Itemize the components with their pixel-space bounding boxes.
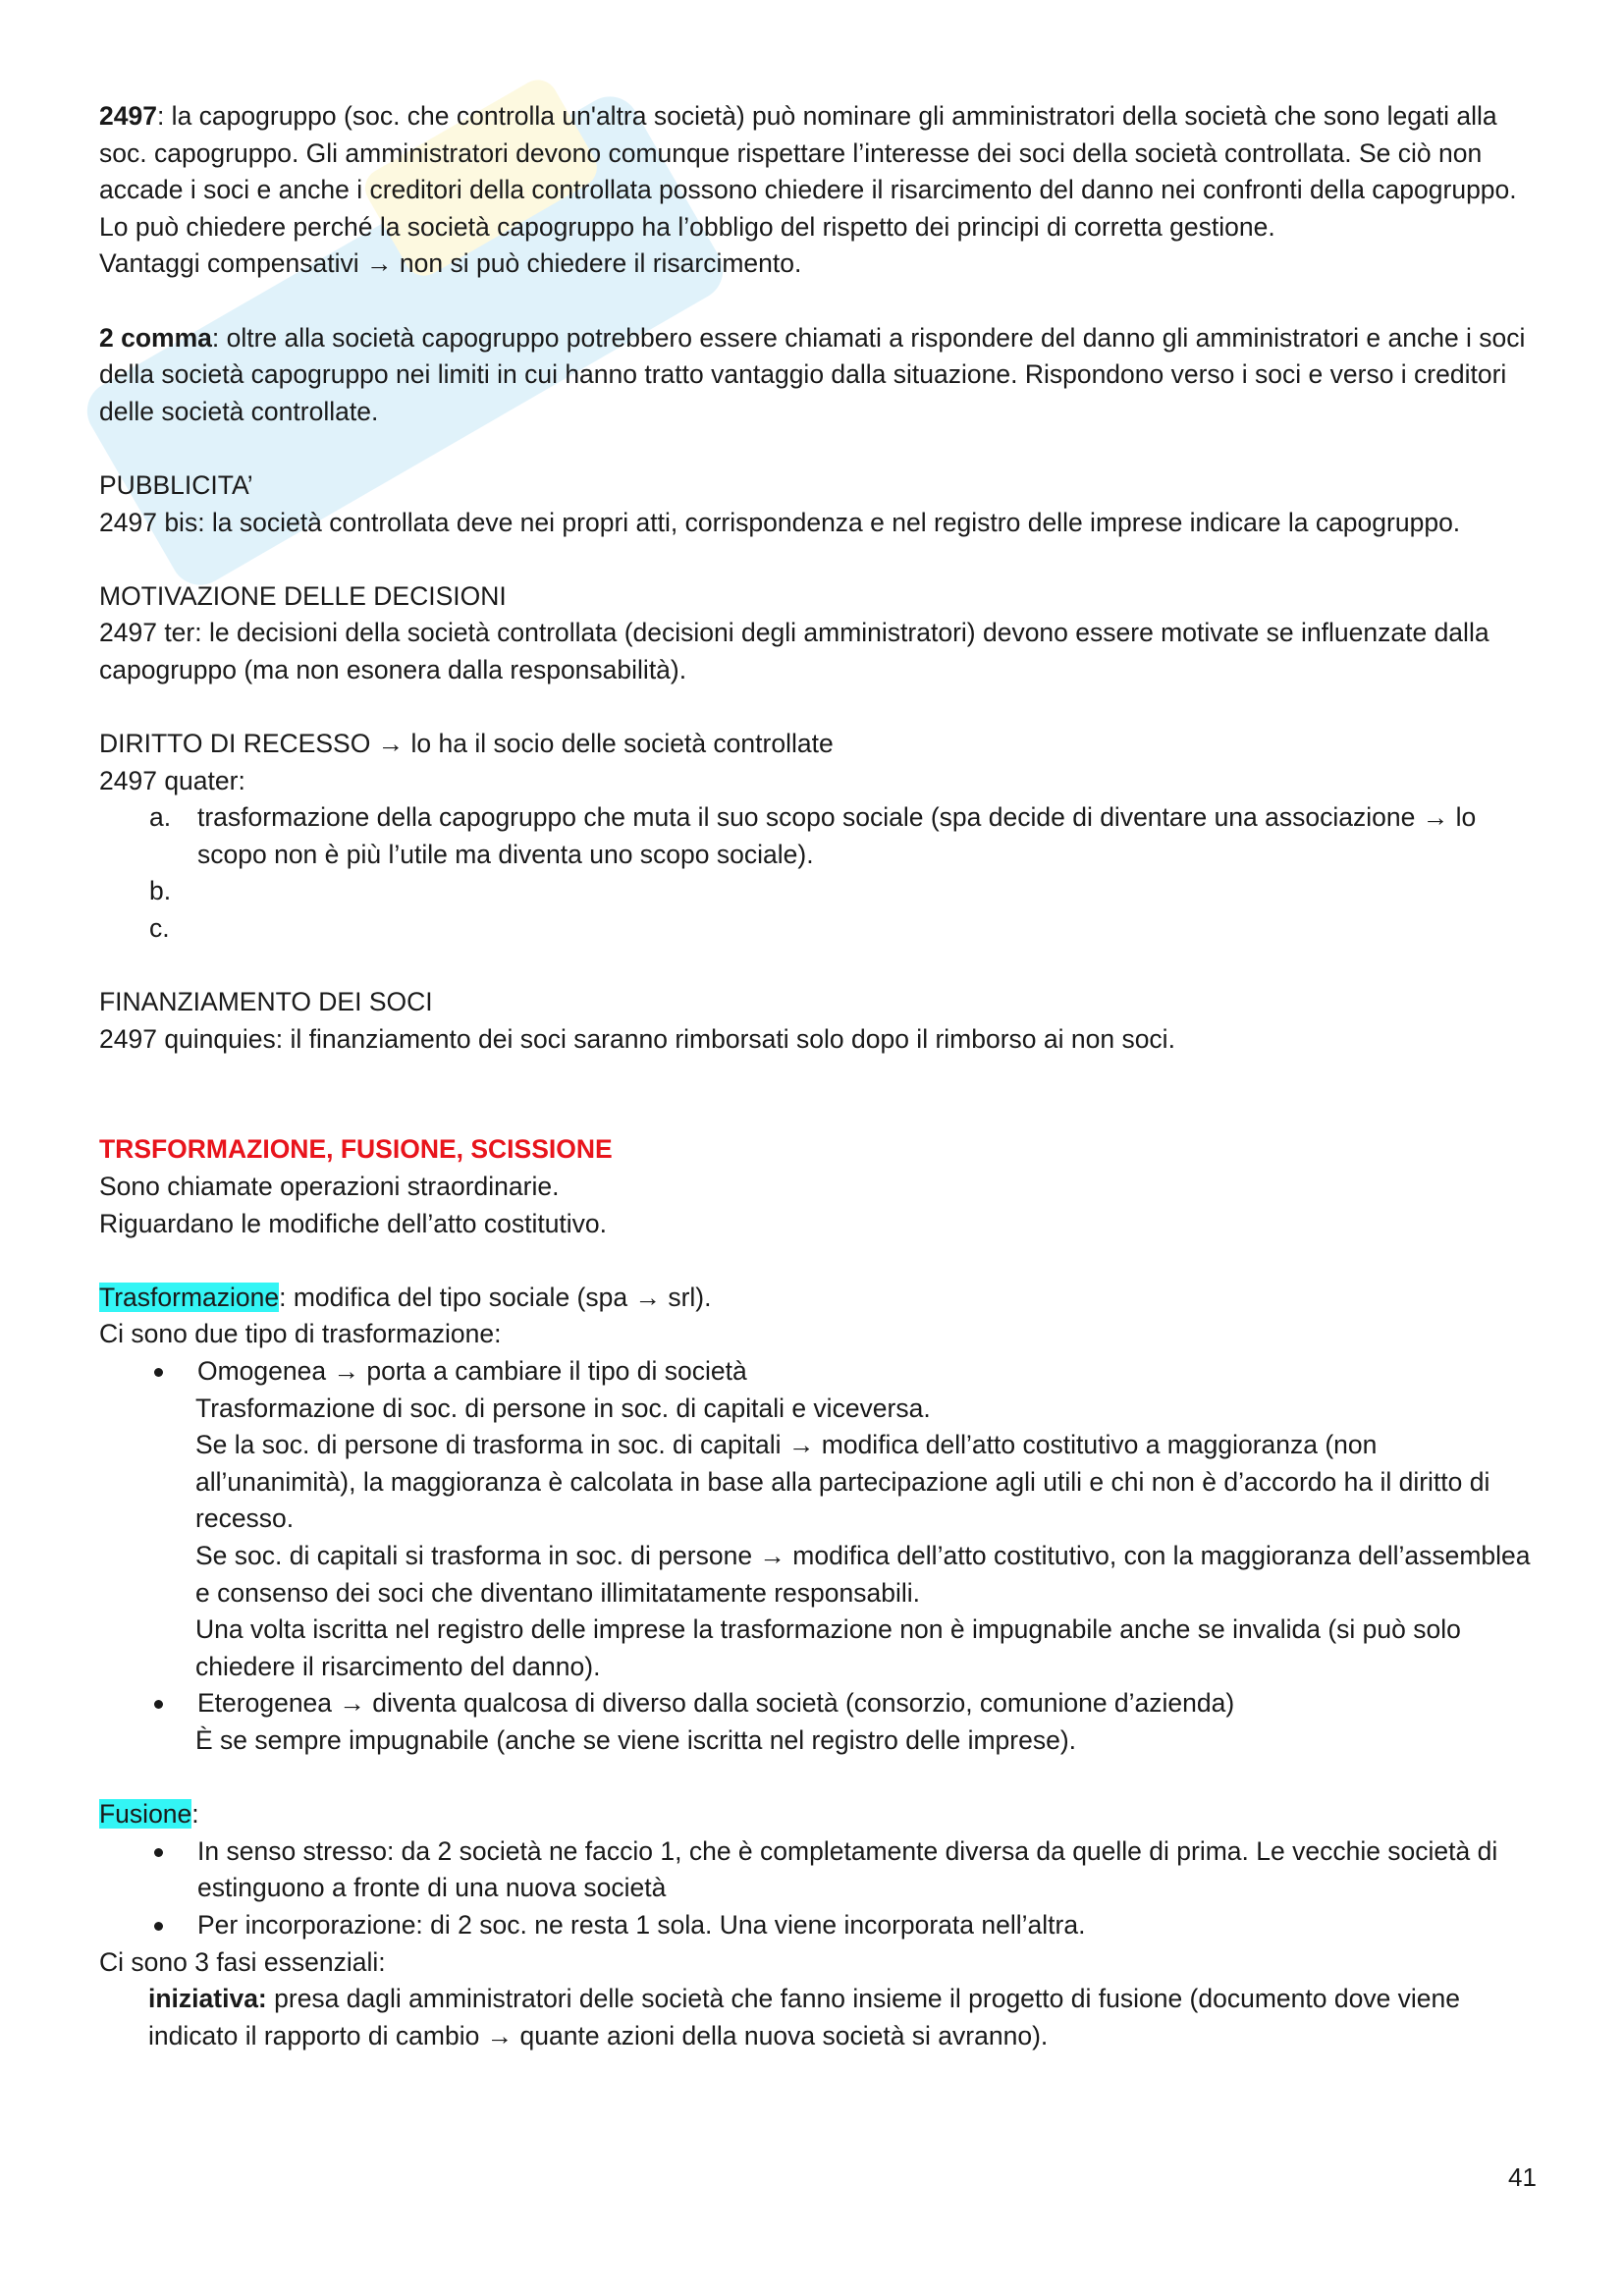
fusione-heading: Fusione: (99, 1799, 199, 1830)
intro-line-2: Riguardano le modifiche dell’atto costitutivo. (99, 1208, 608, 1238)
list-item: Omogenea → porta a cambiare il tipo di società (99, 1353, 1543, 1391)
omogenea-details: Trasformazione di soc. di persone in soc. di capitali e viceversa. Se la soc. di persone di trasforma in soc. di capitali → modifica dell’atto costitutivo a maggioranza (non all’unanimità), la maggioranza è calcolata in base alla partecipazione agli utili e chi non è d’accordo ha il diritto di recesso. Se soc. di capitali si trasforma in soc. di persone → modifica dell’atto costitutivo, con la maggioranza dell’assemblea e consenso dei soci che diventano illimitatamente responsabili. Una volta iscritta nel registro delle imprese la trasformazione non è impugnabile anche se invalida (si può solo chiedere il risarcimento del danno). (195, 1393, 1531, 1681)
page-number: 41 (1508, 2162, 1537, 2192)
trasformazione-list-2 (99, 1685, 1543, 1722)
heading-recesso: DIRITTO DI RECESSO → lo ha il socio delle società controllate (99, 729, 834, 759)
bullet-icon (154, 1700, 163, 1709)
bullet-icon (154, 1368, 163, 1377)
list-item: Per incorporazione: di 2 soc. ne resta 1 sola. Una viene incorporata nell’altra. (99, 1907, 1543, 1944)
list-item: c. (149, 913, 170, 944)
paragraph-2497: 2497: la capogruppo (soc. che controlla un'altra società) può nominare gli amministratori della società che sono legati alla soc. capogruppo. Gli amministratori devono comunque rispettare l’interesse dei soci della società controllata. Se ciò non accade i soci e anche i creditori della controllata possono chiedere il risarcimento del danno nei confronti della capogruppo. Lo può chiedere perché la società capogruppo ha l’obbligo del rispetto dei principi di corretta gestione. (99, 101, 1517, 242)
highlighted-term: Trasformazione (99, 1282, 280, 1312)
heading-motivazione: MOTIVAZIONE DELLE DECISIONI (99, 580, 507, 611)
trasformazione-intro: Ci sono due tipo di trasformazione: (99, 1319, 502, 1349)
list-item: In senso stresso: da 2 società ne faccio 1, che è completamente diversa da quelle di prima. Le vecchie società di estinguono a fronte di una nuova società (99, 1833, 1543, 1907)
eterogenea-details: È se sempre impugnabile (anche se viene iscritta nel registro delle imprese). (195, 1724, 1077, 1755)
fusione-iniziativa: iniziativa: presa dagli amministratori delle società che fanno insieme il progetto di fusione (documento dove viene indicato il rapporto di cambio → quante azioni della nuova società si avranno). (148, 1984, 1461, 2050)
recesso-ref: 2497 quater: (99, 765, 245, 795)
paragraph-finanziamento: 2497 quinquies: il finanziamento dei soci saranno rimborsati solo dopo il rimborso ai non soci. (99, 1023, 1175, 1054)
section-title: TRSFORMAZIONE, FUSIONE, SCISSIONE (99, 1134, 613, 1165)
highlighted-term: Fusione (99, 1799, 192, 1830)
fusione-fasi: Ci sono 3 fasi essenziali: (99, 1946, 386, 1977)
heading-finanziamento: FINANZIAMENTO DEI SOCI (99, 987, 433, 1017)
list-item: a. trasformazione della capogruppo che muta il suo scopo sociale (spa decide di diventare una associazione → lo scopo non è più l’utile ma diventa uno scopo sociale). (149, 802, 1477, 869)
vantaggi-line: Vantaggi compensativi → non si può chiedere il risarcimento. (99, 248, 802, 279)
list-item: b. (149, 876, 172, 906)
article-ref: 2497 (99, 101, 157, 131)
document-page (99, 98, 1543, 2054)
trasformazione-list (99, 1353, 1543, 1391)
paragraph-comma2: 2 comma: oltre alla società capogruppo potrebbero essere chiamati a rispondere del danno gli amministratori e anche i soci della società capogruppo nei limiti in cui hanno tratto vantaggio dalla situazione. Rispondono verso i soci e verso i creditori delle società controllate. (99, 322, 1526, 426)
bullet-icon (154, 1848, 163, 1857)
paragraph-pubblicita: 2497 bis: la società controllata deve nei propri atti, corrispondenza e nel registro delle imprese indicare la capogruppo. (99, 507, 1461, 537)
trasformazione-def: Trasformazione: modifica del tipo sociale (spa → srl). (99, 1282, 712, 1312)
paragraph-motivazione: 2497 ter: le decisioni della società controllata (decisioni degli amministratori) devono essere motivate se influenzate dalla capogruppo (ma non esonera dalla responsabilità). (99, 618, 1489, 684)
intro-line-1: Sono chiamate operazioni straordinarie. (99, 1172, 560, 1202)
heading-pubblicita: PUBBLICITA’ (99, 469, 253, 500)
recesso-list (99, 799, 1543, 947)
fusione-list (99, 1833, 1543, 1944)
list-item: Eterogenea → diventa qualcosa di diverso dalla società (consorzio, comunione d’azienda) (99, 1685, 1543, 1722)
bullet-icon (154, 1922, 163, 1931)
